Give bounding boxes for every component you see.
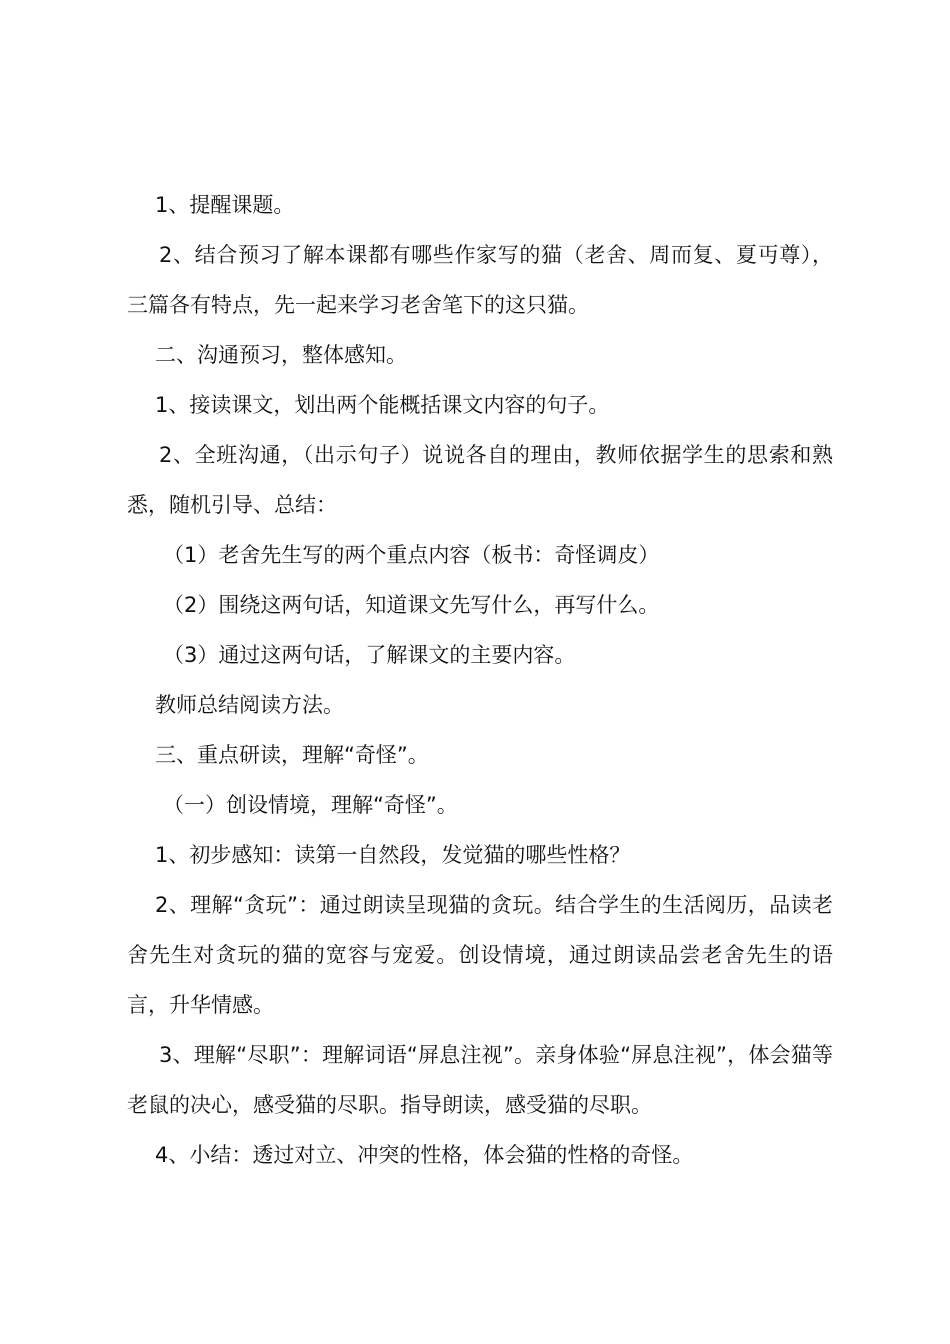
paragraph-3: 1、接读课文，划出两个能概括课文内容的句子。 (155, 393, 610, 417)
sub-point-2: （2）围绕这两句话，知道课文先写什么，再写什么。 (163, 593, 660, 617)
paragraph-5: 教师总结阅读方法。 (155, 693, 344, 717)
section-heading-2: 二、沟通预习，整体感知。 (155, 343, 407, 367)
sub-point-1: （1）老舍先生写的两个重点内容（板书：奇怪调皮） (163, 543, 660, 567)
paragraph-2: 2、结合预习了解本课都有哪些作家写的猫（老舍、周而复、夏丏尊），三篇各有特点，先一起来学习老舍笔下的这只猫。 (127, 243, 833, 317)
paragraph-6: 1、初步感知：读第一自然段，发觉猫的哪些性格？ (155, 843, 631, 867)
paragraph-7: 2、理解“贪玩”：通过朗读呈现猫的贪玩。结合学生的生活阅历，品读老舍先生对贪玩的猫的宽容与宠爱。创设情境，通过朗读品尝老舍先生的语言，升华情感。 (127, 893, 833, 1017)
sub-point-3: （3）通过这两句话，了解课文的主要内容。 (163, 643, 576, 667)
paragraph-4: 2、全班沟通，（出示句子）说说各自的理由，教师依据学生的思索和熟悉，随机引导、总结： (127, 443, 833, 517)
document-body (127, 180, 833, 1180)
sub-heading-1: （一）创设情境，理解“奇怪”。 (163, 793, 458, 817)
section-heading-3: 三、重点研读，理解“奇怪”。 (155, 743, 429, 767)
paragraph-1: 1、提醒课题。 (155, 193, 295, 217)
paragraph-8: 3、理解“尽职”：理解词语“屏息注视”。亲身体验“屏息注视”，体会猫等老鼠的决心，感受猫的尽职。指导朗读，感受猫的尽职。 (127, 1043, 833, 1117)
paragraph-9: 4、小结：透过对立、冲突的性格，体会猫的性格的奇怪。 (155, 1143, 694, 1167)
